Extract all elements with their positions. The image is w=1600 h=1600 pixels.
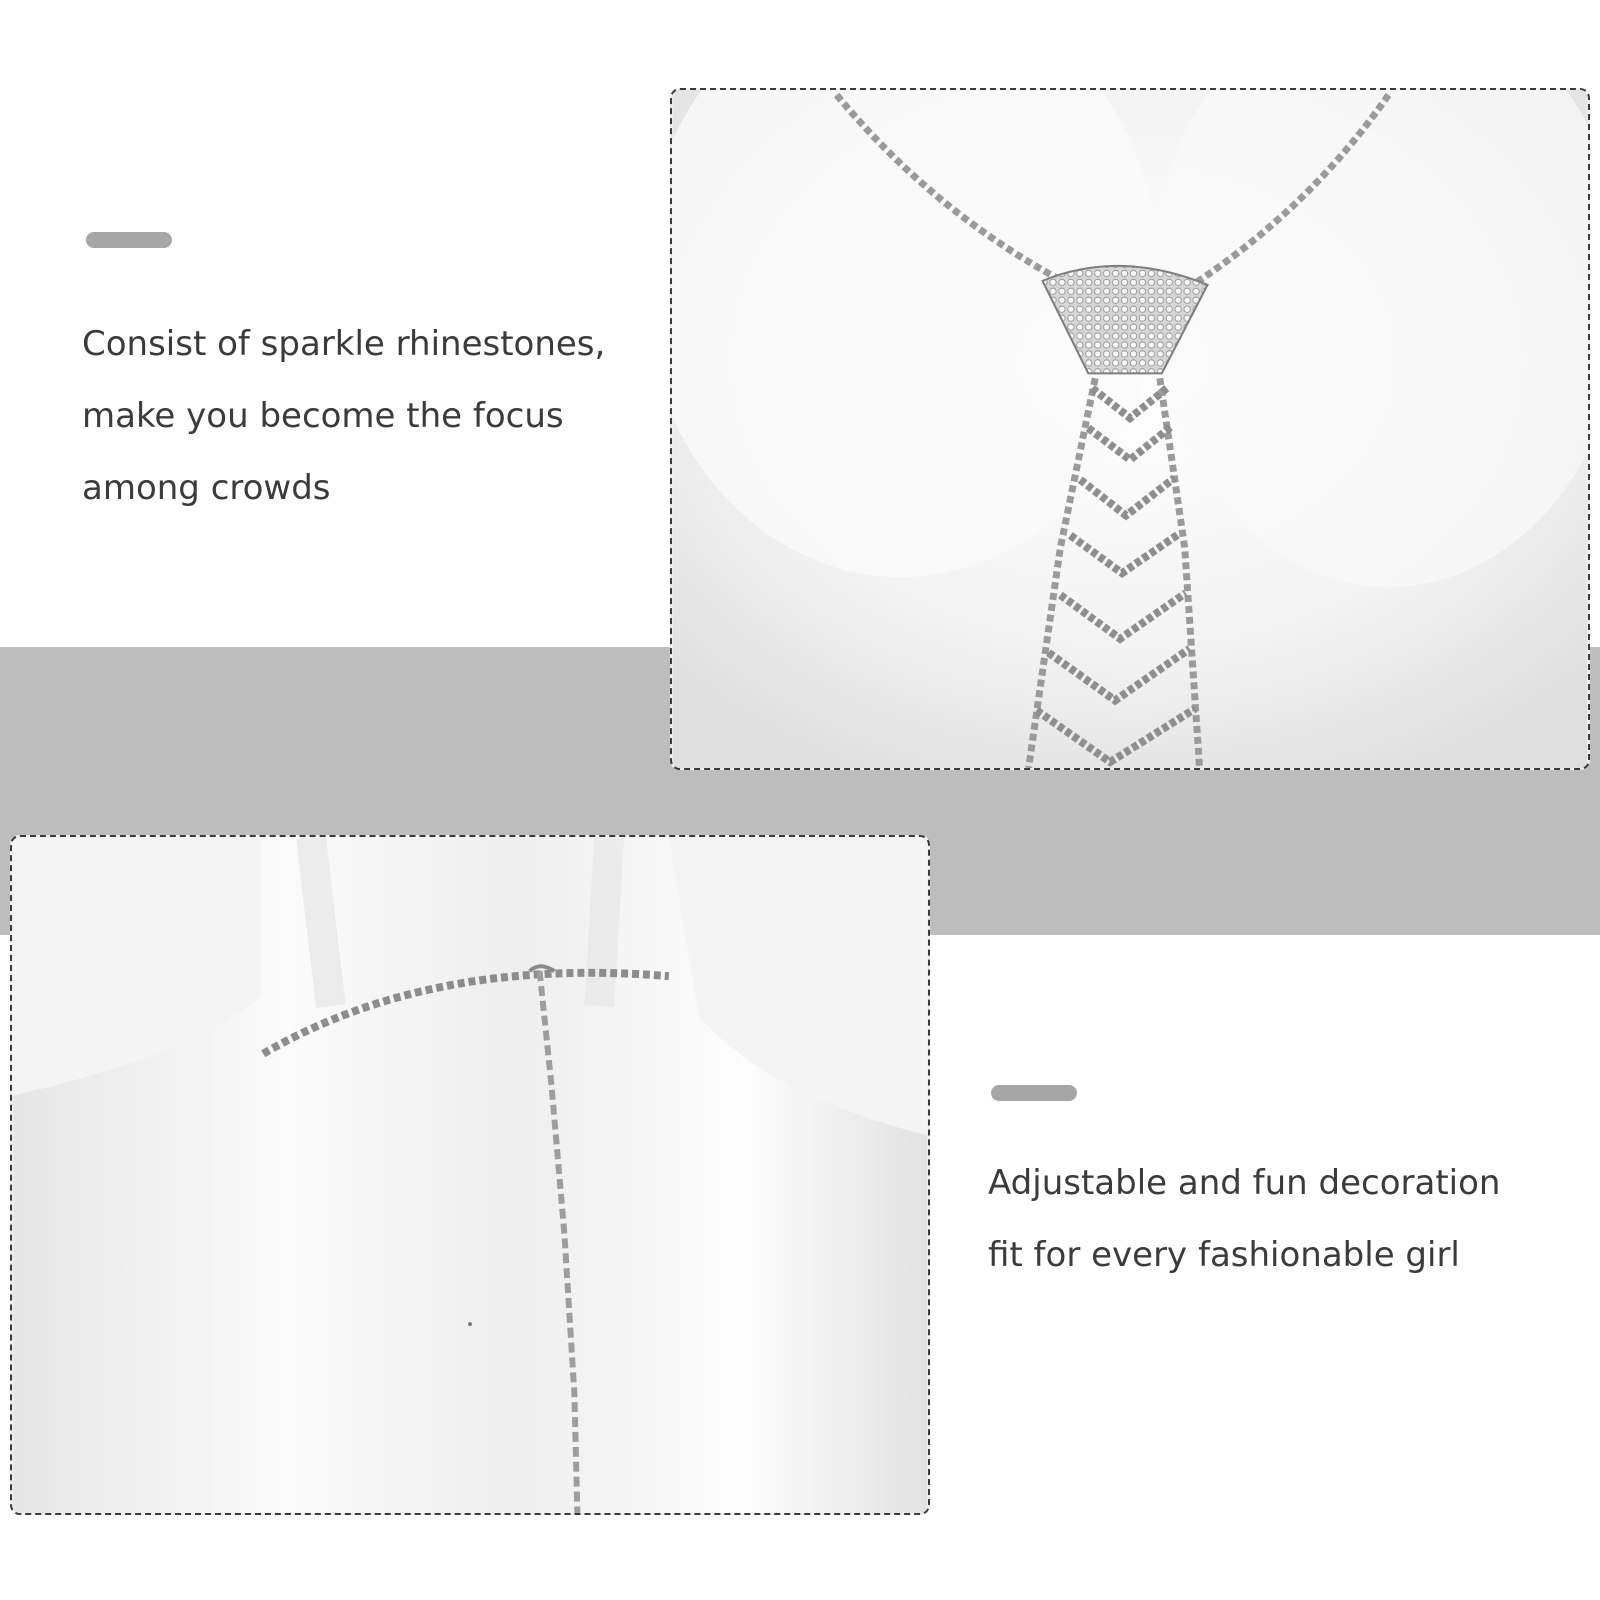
caption-top-line-1: Consist of sparkle rhinestones, [82,324,606,364]
tie-chain-illustration [672,90,1588,768]
caption-bottom-line-2: fit for every fashionable girl [988,1235,1460,1275]
product-photo-neck-chain [10,835,930,1515]
caption-bottom [988,1147,1500,1291]
caption-top-line-3: among crowds [82,468,331,508]
accent-bar-top [86,232,172,248]
neck-chain-illustration [12,837,928,1513]
accent-bar-bottom [991,1085,1077,1101]
caption-top [82,308,605,524]
caption-top-line-2: make you become the focus [82,396,564,436]
caption-bottom-line-1: Adjustable and fun decoration [988,1163,1501,1203]
product-photo-tie-chain [670,88,1590,770]
